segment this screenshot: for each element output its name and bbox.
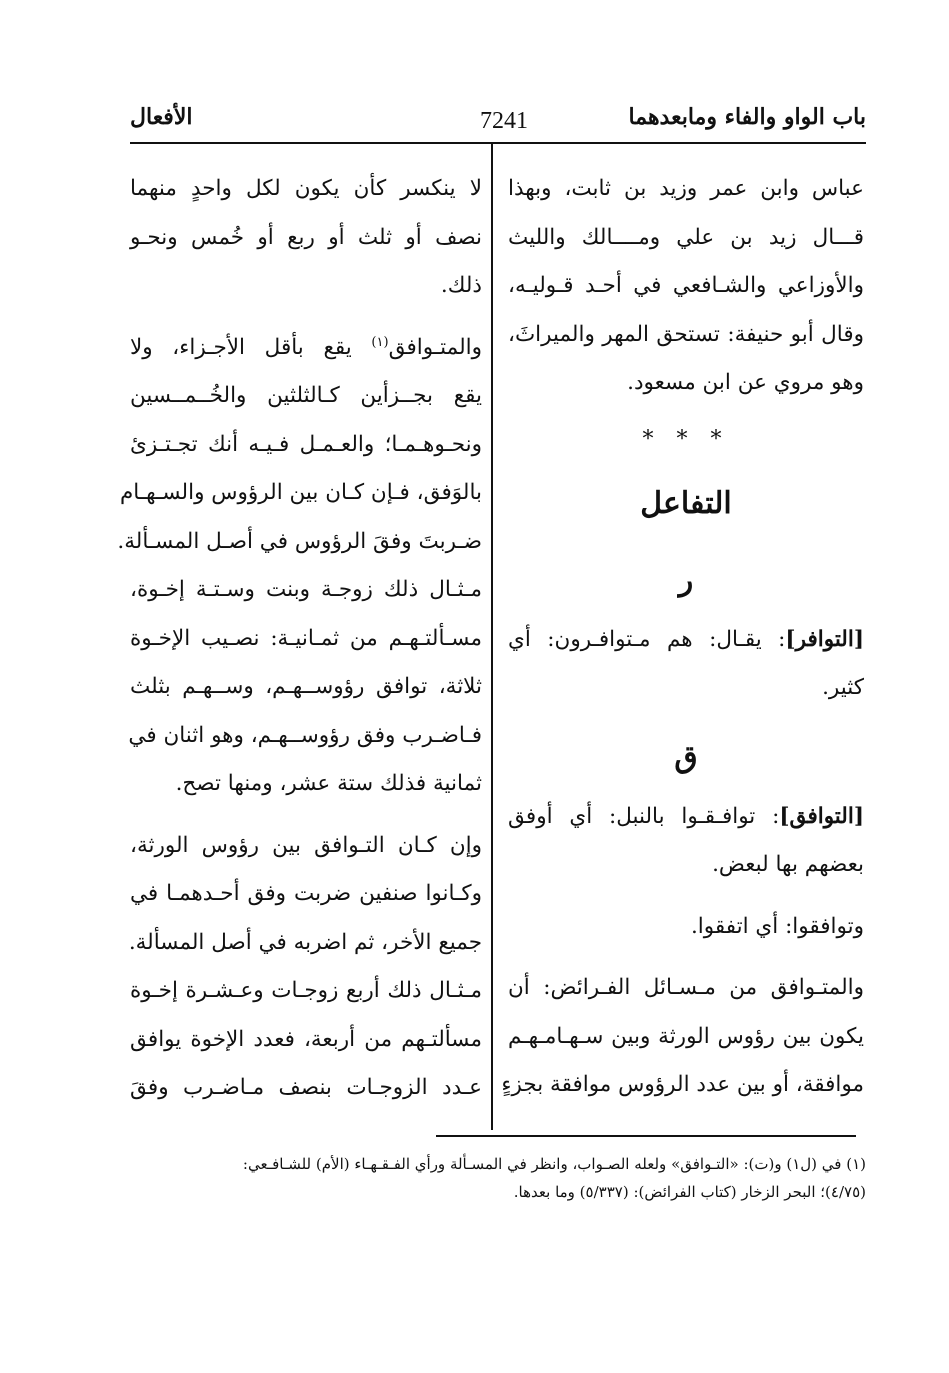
chapter-title: باب الواو والفاء ومابعدهما (628, 104, 866, 130)
text-segment: يقع بأقل الأجـزاء، ولا (130, 334, 352, 360)
text-line: وتوافقوا: أي اتفقوا. (690, 913, 864, 939)
text-line: وقال أبو حنيفة: تستحق المهر والميراثَ، (508, 321, 864, 347)
text-line: مـثـال ذلك أربع زوجـات وعـشـرة إخـوة (130, 978, 482, 1003)
paragraph (130, 165, 482, 311)
text-line: عـدد الزوجـات بنصف مـاضـرب وفقَ (130, 1075, 482, 1100)
right-column (501, 165, 864, 1110)
header-rule (130, 142, 866, 144)
text-line: ونحـوهـمـا؛ والعـمـل فـيـه أنك تجـتـزئ (130, 431, 482, 457)
paragraph (117, 324, 482, 809)
page-number: 7241 (480, 108, 528, 134)
text-line (130, 324, 482, 373)
section-heading: التفاعل (640, 485, 732, 521)
text-line: ضـربتَ وفقَ الرؤوس في أصـل المسـألة. (117, 528, 482, 554)
text-line: ثلاثة، توافق رؤوســهـم، وســهـم بثلث (130, 674, 482, 699)
text-line: ذلك. (440, 273, 482, 298)
footnote-rule (436, 1135, 856, 1137)
paragraph (501, 964, 864, 1110)
paragraph (508, 903, 864, 952)
text-line: مـثـال ذلك زوجـة وبنت وسـتـة إخـوة، (130, 577, 482, 602)
entry-term: [التوافق] (779, 803, 864, 829)
text-segment: والمتـوافق (388, 334, 482, 360)
text-line: فـاضـرب وفق رؤوســهـم، وهو اثنان في (128, 722, 482, 748)
text-line: بعضهم بها لبعض. (712, 852, 864, 877)
text-line: يقع بجــزأين كـالثلثين والخُــمــسين (130, 383, 482, 408)
text-line: مسـألتـهـم من ثمـانيـة: نصـيب الإخـوة (130, 625, 482, 651)
entry-term: [التوافر] (785, 626, 864, 652)
footnotes (130, 1150, 866, 1206)
text-line: يكون بين رؤوس الورثة وبين سـهـامـهـم (508, 1023, 864, 1049)
text-line: نصف أو ثلث أو ربع أو خُمس ونحـو (130, 224, 482, 250)
footnote-reference[interactable]: (١) (371, 334, 389, 350)
text-line: بالوَفق، فـإن كـان بين الرؤوس والسـهـام (120, 480, 482, 505)
text-line: وإن كـان التـوافق بين رؤوس الورثة، (130, 832, 482, 858)
text-line: والمتـوافق من مـسـائل الفـرائض: أن (508, 975, 864, 1000)
paragraph (130, 822, 482, 1113)
entry-definition: : يقـال: هم مـتوافـرون: أي (508, 626, 786, 652)
text-line (508, 793, 864, 842)
text-line: جميع الأخر، ثم اضربه في أصل المسألة. (128, 929, 482, 955)
paragraph (508, 165, 864, 408)
section-separator: * * * (642, 426, 730, 452)
text-line: قـــال زيد بن علي ومــــالك والليث (508, 224, 864, 250)
text-line: ثمانية فذلك ستة عشر، ومنها تصح. (175, 771, 482, 796)
page-header (130, 100, 866, 140)
column-divider (491, 144, 493, 1130)
text-line: وهو مروي عن ابن مسعود. (627, 370, 864, 395)
footnote-line: (١) في (ل١) و(ت): «التـوافق» ولعله الصـواب، وانظر في المسـألة ورأي الفـقـهـاء (الأم) للشـافـعي: (242, 1155, 866, 1173)
dictionary-entry (508, 616, 864, 713)
footnote-line: (٤/٧٥)؛ البحر الزخار (كتاب الفرائض): (٥/٣٣٧) وما بعدها. (513, 1183, 866, 1201)
text-line: وكـانوا صنفين ضربت وفق أحـدهمـا في (130, 881, 482, 906)
dictionary-entry (508, 793, 864, 890)
section-title: الأفعال (130, 104, 193, 130)
entry-definition: : توافـقـوا بالنبل: أي أوفق (508, 803, 780, 829)
text-line: لا ينكسر كأن يكون لكل واحدٍ منهما (130, 176, 482, 201)
text-line: كثير. (822, 675, 864, 700)
left-column (117, 165, 482, 1113)
text-line: مسألتـهم من أربعة، فعدد الإخوة يوافق (130, 1026, 482, 1052)
letter-heading: ق (674, 739, 698, 775)
text-line: موافقة، أو بين عدد الرؤوس موافقة بجزءٍ (501, 1072, 864, 1097)
text-line (508, 616, 864, 665)
text-line: والأوزاعي والشـافعي في أحـد قـوليـه، (508, 273, 864, 298)
letter-heading: ر (678, 562, 694, 598)
text-line: عباس وابن عمر وزيد بن ثابت، وبهذا (508, 176, 864, 201)
